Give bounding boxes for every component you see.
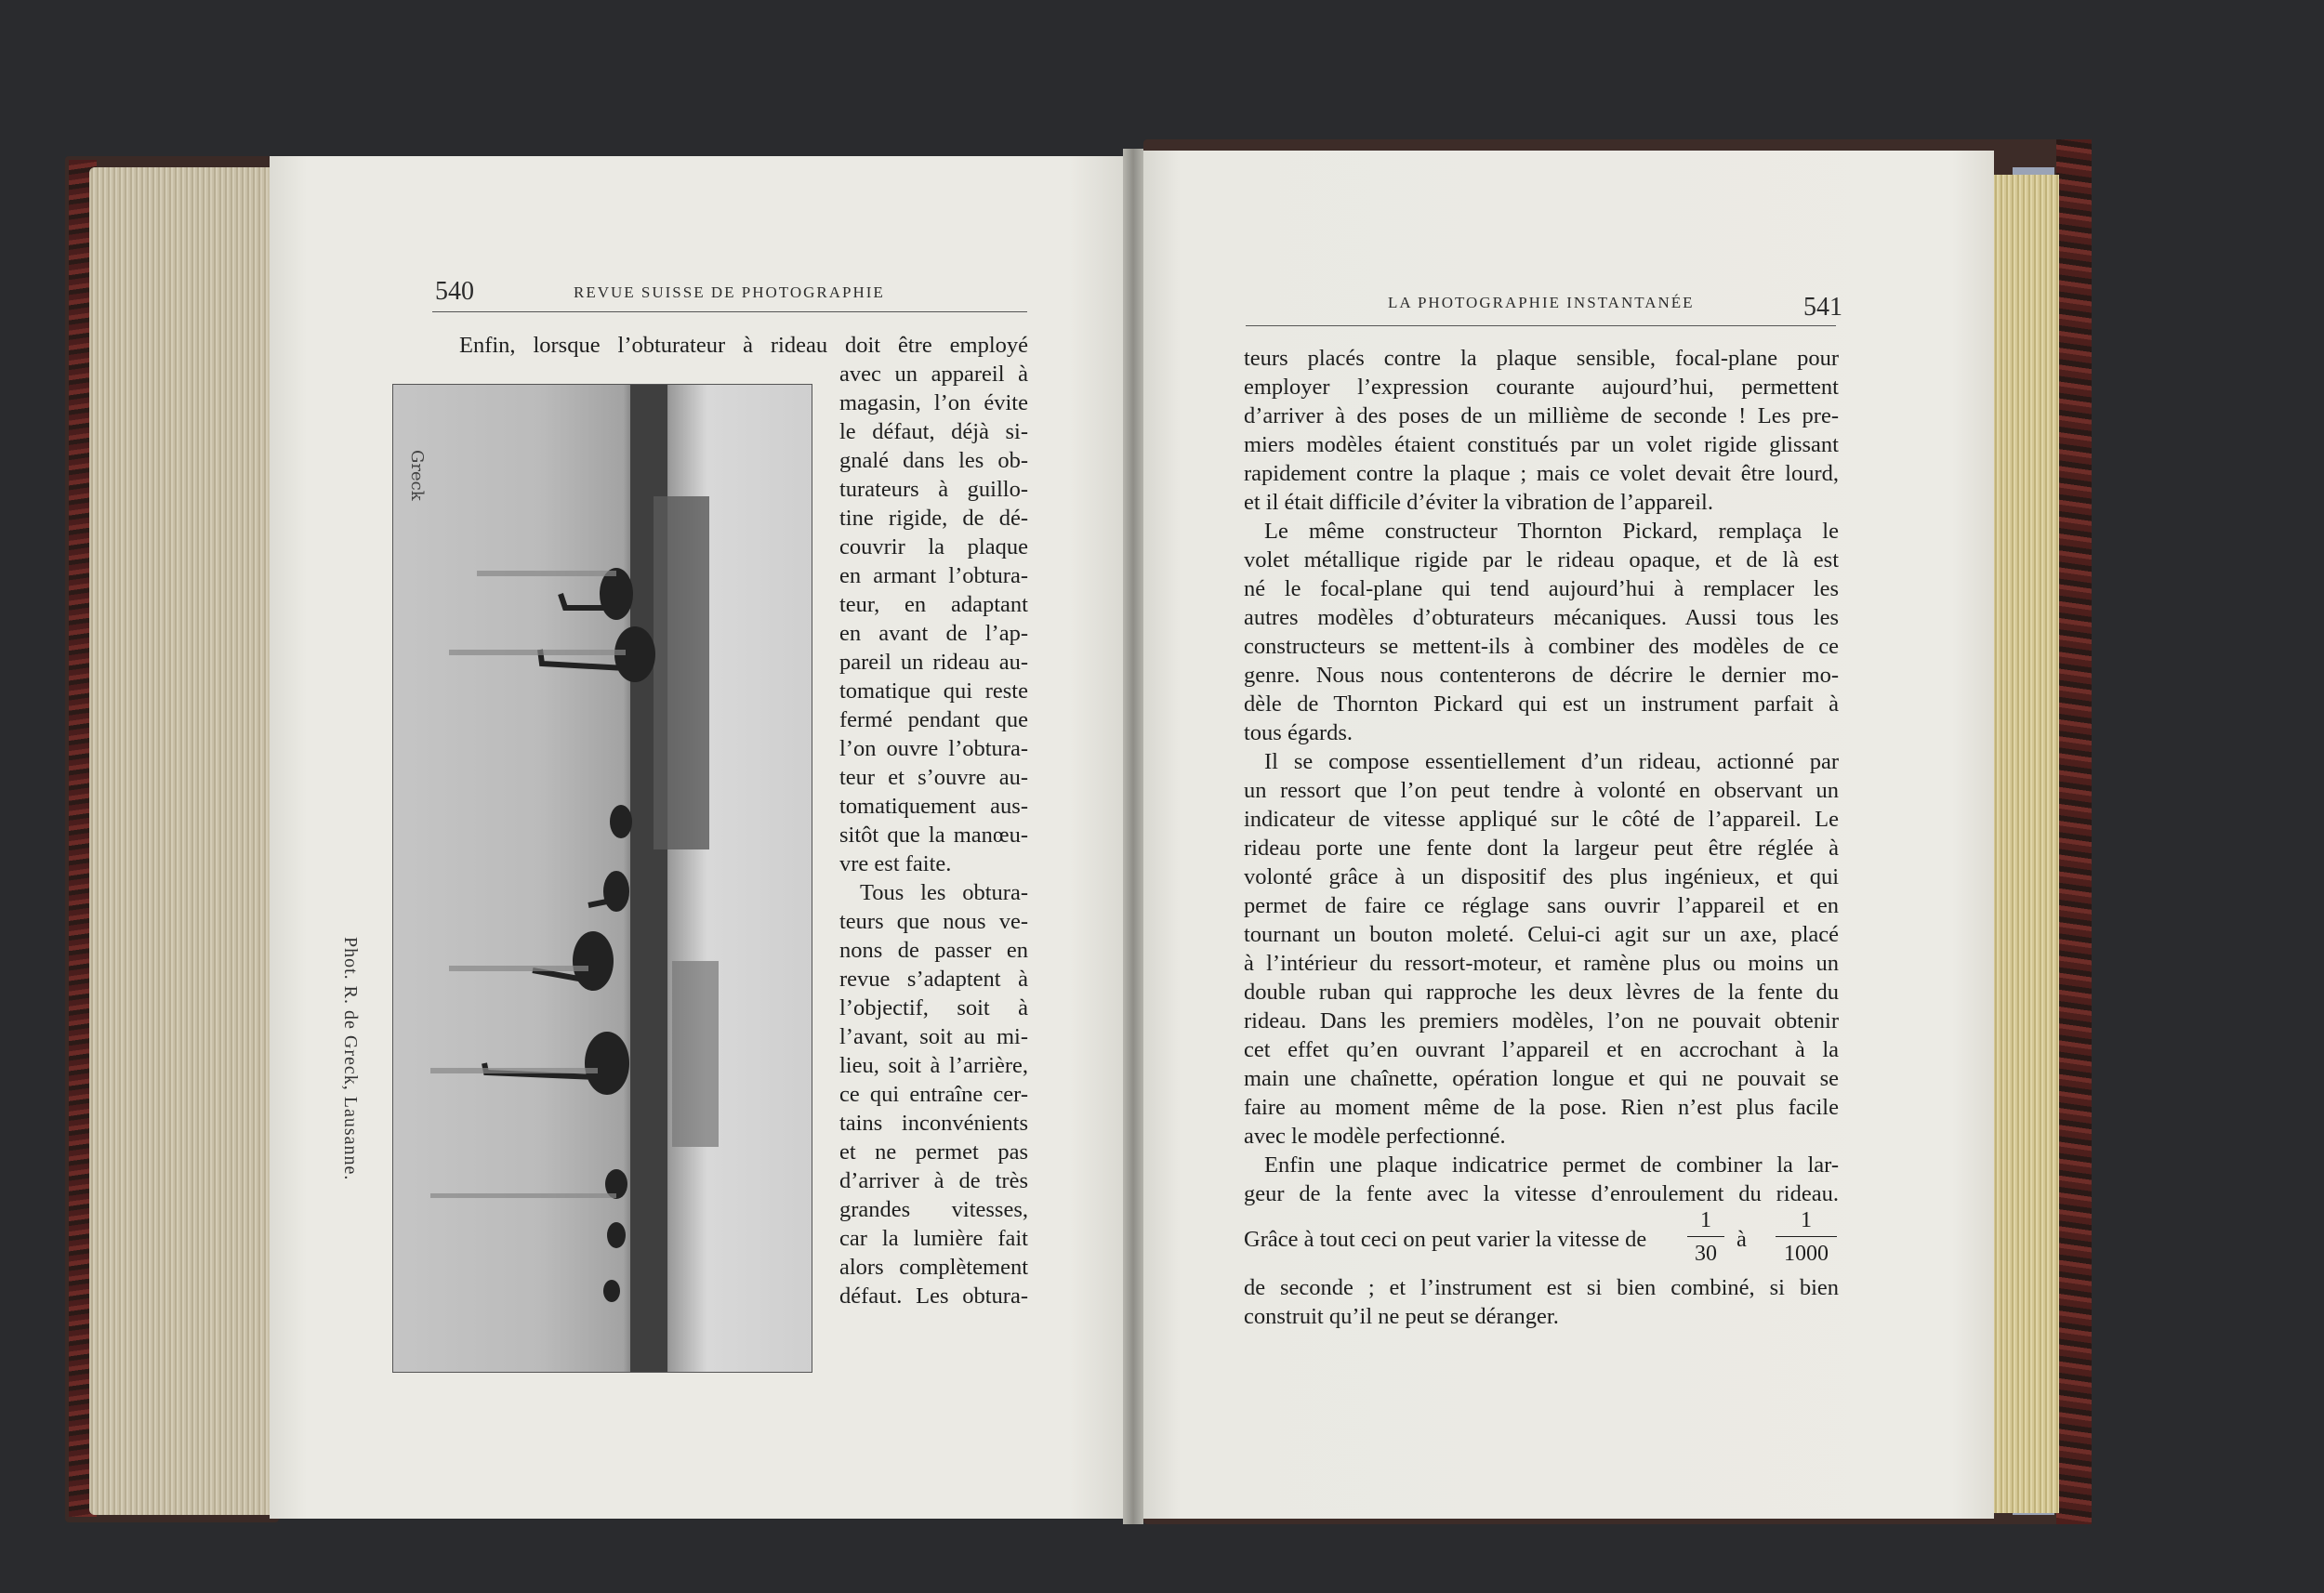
- text-line: tomatiquement aus-: [839, 794, 1028, 819]
- text-line: dèle de Thornton Pickard qui est un instrument parfait à: [1244, 691, 1839, 717]
- text-line: l’on ouvre l’obtura-: [839, 736, 1028, 761]
- text-line: tournant un bouton moleté. Celui-ci agit sur un axe, placé: [1244, 922, 1839, 947]
- text-line: main une chaînette, opération longue et qui ne pouvait se: [1244, 1066, 1839, 1091]
- text-line: vre est faite.: [839, 851, 952, 876]
- text-line: teurs que nous ve-: [839, 909, 1028, 934]
- text-line: avec un appareil à: [839, 362, 1028, 387]
- running-head-right: LA PHOTOGRAPHIE INSTANTANÉE: [1388, 294, 1695, 311]
- text-line: un ressort que l’on peut tendre à volonté en observant un: [1244, 778, 1839, 803]
- text-line: constructeurs se mettent-ils à combiner des modèles de ce: [1244, 634, 1839, 659]
- fraction-denominator: 30: [1695, 1242, 1717, 1266]
- fraction-numerator: 1: [1700, 1208, 1711, 1232]
- text-line: nons de passer en: [839, 938, 1028, 963]
- text-line: cet effet qu’en ouvrant l’appareil et en accrochant à la: [1244, 1037, 1839, 1062]
- skaters-illustration: [393, 385, 812, 1372]
- text-line: d’arriver à de très: [839, 1168, 1028, 1193]
- skating-photograph: [392, 384, 812, 1373]
- text-line: miers modèles étaient constitués par un volet rigide glissant: [1244, 432, 1839, 457]
- text-line: avec le modèle perfectionné.: [1244, 1124, 1506, 1149]
- text-line: permet de faire ce réglage sans ouvrir l’appareil et en: [1244, 893, 1839, 918]
- text-line: genre. Nous nous contenterons de décrire le dernier mo-: [1244, 663, 1839, 688]
- header-rule-left: [432, 311, 1027, 312]
- text-line: en avant de l’ap-: [839, 621, 1028, 646]
- text-line: l’objectif, soit à: [839, 995, 1028, 1020]
- text-line: Tous les obtura-: [860, 880, 1028, 905]
- text-line: et il était difficile d’éviter la vibration de l’appareil.: [1244, 490, 1713, 515]
- fraction-numerator: 1: [1801, 1208, 1812, 1232]
- text-line: construit qu’il ne peut se déranger.: [1244, 1304, 1559, 1329]
- running-head-left: REVUE SUISSE DE PHOTOGRAPHIE: [574, 283, 885, 301]
- text-line: Il se compose essentiellement d’un rideau, actionné par: [1264, 749, 1839, 774]
- header-rule-right: [1246, 325, 1836, 326]
- text-line: couvrir la plaque: [839, 534, 1028, 560]
- text-line: gnalé dans les ob-: [839, 448, 1028, 473]
- photo-signature: Greck: [407, 450, 427, 501]
- text-line: geur de la fente avec la vitesse d’enroulement du rideau.: [1244, 1181, 1839, 1206]
- text-line: teur, en adaptant: [839, 592, 1028, 617]
- photo-credit: Phot. R. de Greck, Lausanne.: [340, 937, 361, 1181]
- page-edges-left: [89, 167, 275, 1515]
- text-line: autres modèles d’obturateurs mécaniques. Aussi tous les: [1244, 605, 1839, 630]
- book-gutter: [1123, 149, 1143, 1524]
- marbled-edge-right: [2056, 139, 2092, 1524]
- text-line: volonté grâce à un dispositif des plus ingénieux, et qui: [1244, 864, 1839, 889]
- formula-a: à: [1736, 1227, 1747, 1252]
- text-line: l’avant, soit au mi-: [839, 1024, 1028, 1049]
- text-line: revue s’adaptent à: [839, 967, 1028, 992]
- text-line: double ruban qui rapproche les deux lèvres de la fente du: [1244, 980, 1839, 1005]
- text-line: alors complètement: [839, 1255, 1028, 1280]
- text-line: tomatique qui reste: [839, 678, 1028, 704]
- text-line: magasin, l’on évite: [839, 390, 1028, 415]
- text-line: faire au moment même de la pose. Rien n’est plus facile: [1244, 1095, 1839, 1120]
- fraction-denominator: 1000: [1784, 1242, 1829, 1266]
- text-line: tine rigide, de dé-: [839, 506, 1028, 531]
- text-line: employer l’expression courante aujourd’hui, permettent: [1244, 375, 1839, 400]
- text-line: turateurs à guillo-: [839, 477, 1028, 502]
- text-line: défaut. Les obtura-: [839, 1284, 1028, 1309]
- fraction-bar: [1687, 1236, 1724, 1237]
- text-line: tains inconvénients: [839, 1111, 1028, 1136]
- text-line: à l’intérieur du ressort-moteur, et ramène plus ou moins un: [1244, 951, 1839, 976]
- text-line: Le même constructeur Thornton Pickard, remplaça le: [1264, 519, 1839, 544]
- text-line: le défaut, déjà si-: [839, 419, 1028, 444]
- text-line: pareil un rideau au-: [839, 650, 1028, 675]
- text-line: de seconde ; et l’instrument est si bien combiné, si bien: [1244, 1275, 1839, 1300]
- text-line: car la lumière fait: [839, 1226, 1028, 1251]
- page-number-right: 541: [1803, 293, 1842, 322]
- text-line: fermé pendant que: [839, 707, 1028, 732]
- text-line: rapidement contre la plaque ; mais ce volet devait être lourd,: [1244, 461, 1839, 486]
- text-line: indicateur de vitesse appliqué sur le côté de l’appareil. Le: [1244, 807, 1839, 832]
- text-line: né le focal-plane qui tend aujourd’hui à remplacer les: [1244, 576, 1839, 601]
- text-line: rideau. Dans les premiers modèles, l’on ne pouvait obtenir: [1244, 1008, 1839, 1033]
- page-number-left: 540: [435, 277, 474, 306]
- text-line: lieu, soit à l’arrière,: [839, 1053, 1028, 1078]
- fraction-bar: [1776, 1236, 1837, 1237]
- text-line: tous égards.: [1244, 720, 1353, 745]
- formula-lead: Grâce à tout ceci on peut varier la vitesse de: [1244, 1227, 1647, 1252]
- text-line: sitôt que la manœu-: [839, 823, 1028, 848]
- text-line: teurs placés contre la plaque sensible, focal-plane pour: [1244, 346, 1839, 371]
- text-line: en armant l’obtura-: [839, 563, 1028, 588]
- text-line: teur et s’ouvre au-: [839, 765, 1028, 790]
- text-line: Enfin une plaque indicatrice permet de combiner la lar-: [1264, 1152, 1839, 1178]
- text-line: rideau porte une fente dont la largeur peut être réglée à: [1244, 836, 1839, 861]
- text-line: et ne permet pas: [839, 1139, 1028, 1165]
- text-line: grandes vitesses,: [839, 1197, 1028, 1222]
- text-line: volet métallique rigide par le rideau opaque, et de là est: [1244, 547, 1839, 573]
- text-line: Enfin, lorsque l’obturateur à rideau doit être employé: [459, 333, 1028, 358]
- text-line: ce qui entraîne cer-: [839, 1082, 1028, 1107]
- text-line: d’arriver à des poses de un millième de seconde ! Les pre-: [1244, 403, 1839, 428]
